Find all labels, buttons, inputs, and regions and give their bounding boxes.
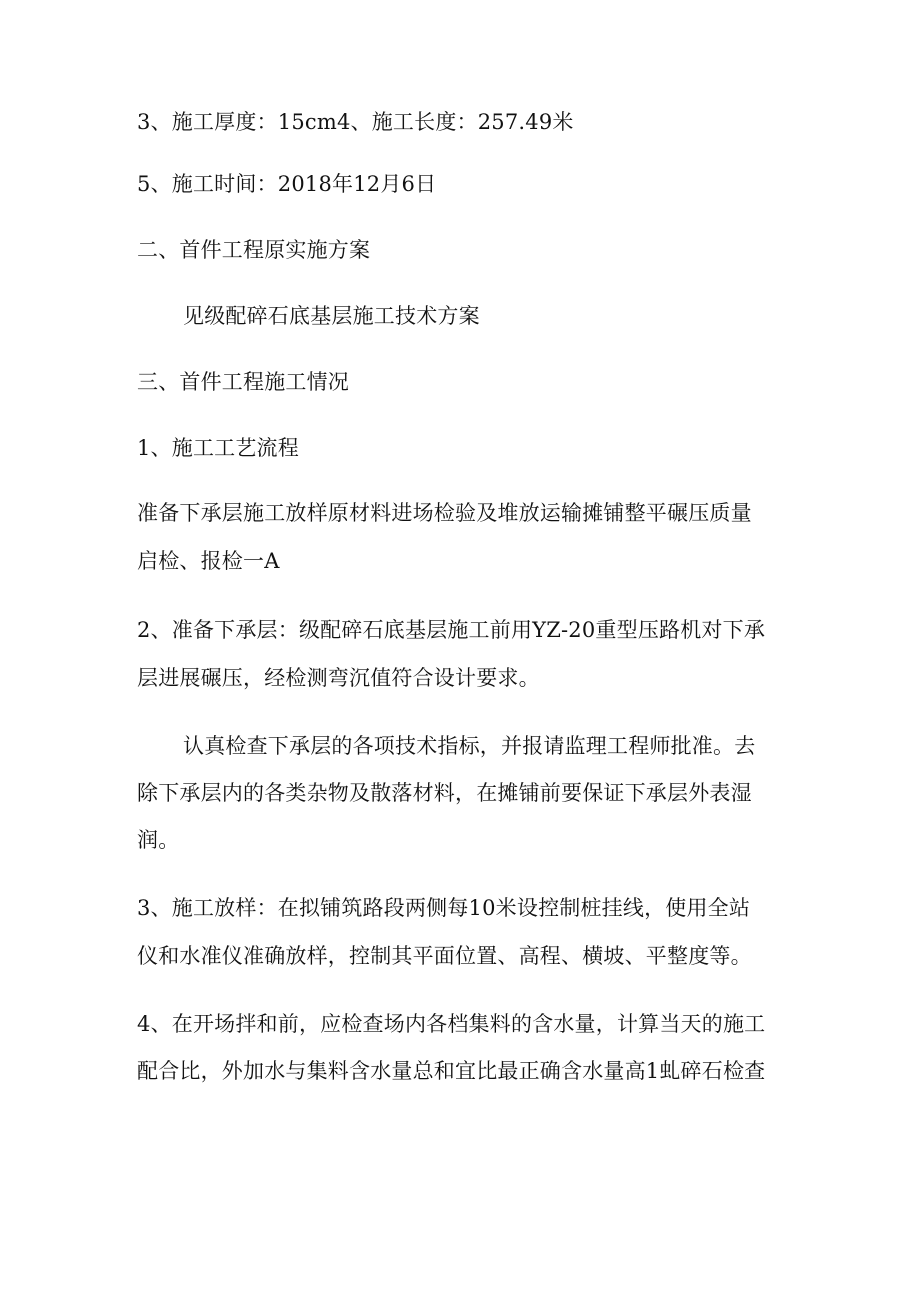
text-line-staking-1: 3、施工放样：在拟铺筑路段两侧每10米设控制桩挂线，使用全站 [137, 896, 751, 920]
section-heading-3: 三、首件工程施工情况 [137, 370, 349, 394]
text-line-process-flow-2: 启检、报检一A [137, 549, 280, 573]
text-line-inspect-1: 认真检查下承层的各项技术指标，并报请监理工程师批准。去 [183, 734, 756, 758]
text-line-moisture-2: 配合比，外加水与集料含水量总和宜比最正确含水量高1虬碎石检查 [137, 1059, 766, 1083]
section-heading-2: 二、首件工程原实施方案 [137, 238, 371, 262]
text-line-inspect-2: 除下承层内的各类杂物及散落材料，在摊铺前要保证下承层外表湿 [137, 781, 752, 805]
text-line-construction-time: 5、施工时间：2018年12月6日 [137, 172, 437, 196]
text-line-prepare-base-2: 层进展碾压，经检测弯沉值符合设计要求。 [137, 666, 540, 690]
text-line-process-flow-heading: 1、施工工艺流程 [137, 436, 299, 460]
text-line-moisture-1: 4、在开场拌和前，应检查场内各档集料的含水量，计算当天的施工 [137, 1012, 766, 1036]
text-line-inspect-3: 润。 [137, 828, 180, 852]
text-line-thickness-length: 3、施工厚度：15cm4、施工长度：257.49米 [137, 110, 574, 134]
text-line-prepare-base-1: 2、准备下承层：级配碎石底基层施工前用YZ-20重型压路机对下承 [137, 618, 766, 642]
text-line-staking-2: 仪和水准仪准确放样，控制其平面位置、高程、横坡、平整度等。 [137, 944, 752, 968]
text-line-process-flow-1: 准备下承层施工放样原材料进场检验及堆放运输摊铺整平碾压质量 [137, 501, 752, 525]
text-line-plan-reference: 见级配碎石底基层施工技术方案 [183, 304, 480, 328]
